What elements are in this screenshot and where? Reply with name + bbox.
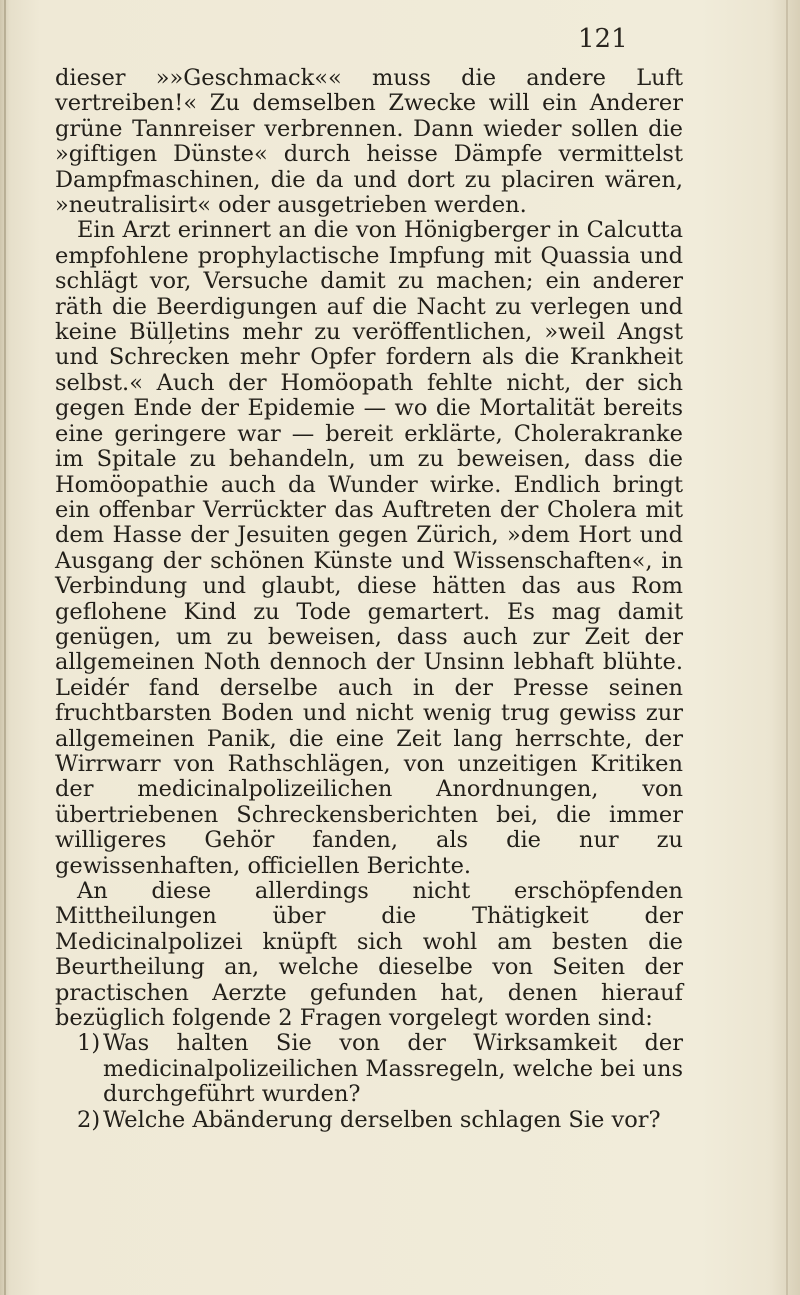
paragraph-2: Ein Arzt erinnert an die von Hönigberger in Calcutta empfohlene prophylactische Impfung mit Quassia und schlägt vor, Versuche damit zu machen; ein anderer räth die Beerdigungen auf die Nacht zu verlegen und keine Büll̦etins mehr zu veröffentlichen, »weil Angst und Schrecken mehr Opfer fordern als die Krankheit selbst.« Auch der Homöopath fehlte nicht, der sich gegen Ende der Epidemie — wo die Mortalität bereits eine geringere war — bereit erklärte, Cholerakranke im Spitale zu behandeln, um zu beweisen, dass die Homöopathie auch da Wunder wirke. Endlich bringt ein offenbar Verrückter das Auftreten der Cholera mit dem Hasse der Jesuiten gegen Zürich, »dem Hort und Ausgang der schönen Künste und Wissenschaften«, in Verbindung und glaubt, diese hätten das aus Rom geflohene Kind zu Tode gemartert. Es mag damit genügen, um zu beweisen, dass auch zur Zeit der allgemeinen Noth dennoch der Unsinn lebhaft blühte. Leidér fand derselbe auch in der Presse seinen fruchtbarsten Boden und nicht wenig trug gewiss zur allgemeinen Panik, die eine Zeit lang herrschte, der Wirrwarr von Rathschlägen, von unzeitigen Kritiken der medicinalpolizeilichen Anordnungen, von übertriebenen Schreckensberichten bei, die immer willigeres Gehör fanden, als die nur zu gewissenhaften, officiellen Berichte. <box>55 217 683 879</box>
question-1 <box>55 1031 683 1107</box>
paragraph-1: dieser »»Geschmack«« muss die andere Luft vertreiben!« Zu demselben Zwecke will ein Anderer grüne Tannreiser verbrennen. Dann wieder sollen die »giftigen Dünste« durch heisse Dämpfe vermittelst Dampfmaschinen, die da und dort zu placiren wären, »neutralisirt« oder ausgetrieben werden. <box>55 65 683 219</box>
question-1-text: Was halten Sie von der Wirksamkeit der medicinalpolizeilichen Massregeln, welche bei uns durchgeführt wurden? <box>103 1030 683 1108</box>
page-gutter-edge <box>4 0 6 1295</box>
question-2-text: Welche Abänderung derselben schlagen Sie vor? <box>103 1106 661 1133</box>
page-outer-edge <box>786 0 788 1295</box>
question-2 <box>55 1108 683 1133</box>
question-2-number: 2) <box>77 1106 101 1133</box>
body-text <box>55 66 683 1133</box>
question-1-number: 1) <box>77 1030 101 1057</box>
paragraph-3: An diese allerdings nicht erschöpfenden Mittheilungen über die Thätigkeit der Medicinalpolizei knüpft sich wohl am besten die Beurtheilung an, welche dieselbe von Seiten der practischen Aerzte gefunden hat, denen hierauf bezüglich folgende 2 Fragen vorgelegt worden sind: <box>55 878 683 1032</box>
page-number: 121 <box>578 24 628 54</box>
